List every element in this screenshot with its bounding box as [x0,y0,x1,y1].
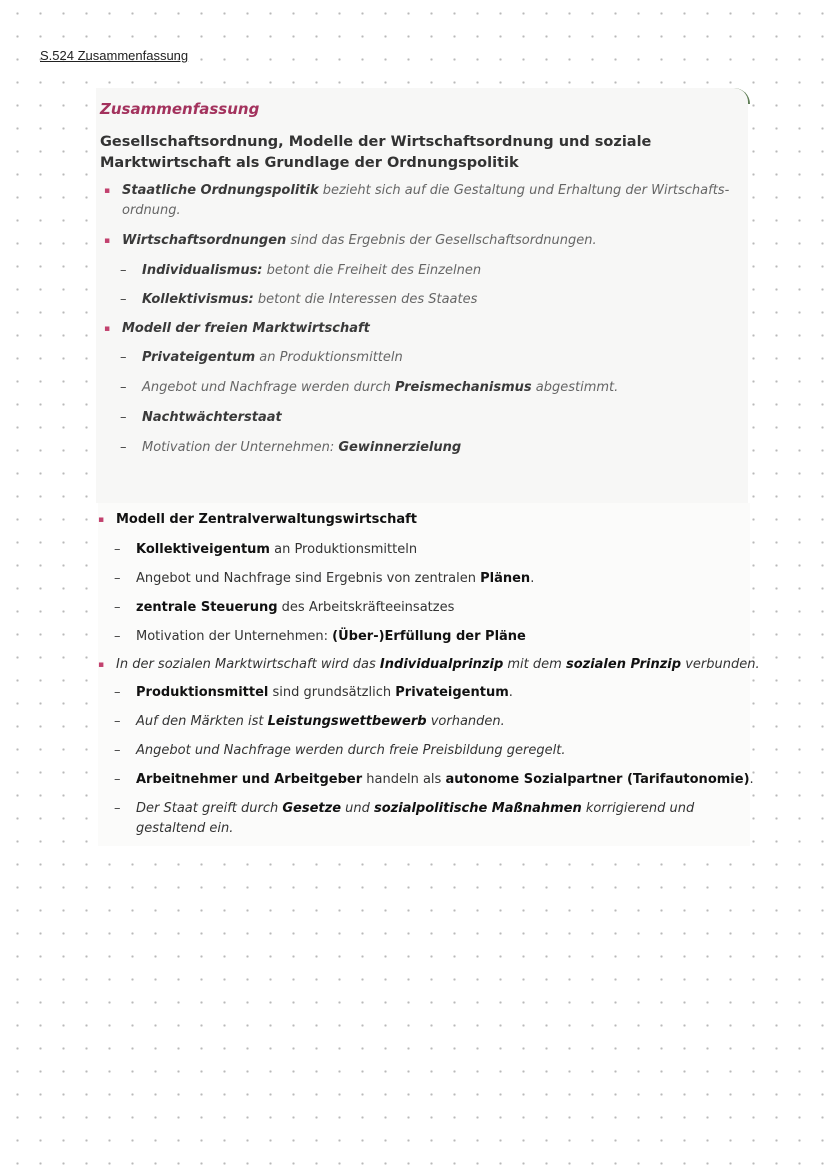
page-title: S.524 Zusammenfassung [40,48,189,63]
emphasis-text: Kollektiveigentum [136,542,270,557]
summary-title: Zusammenfassung [100,100,260,118]
dash-icon: – [114,714,121,729]
sub-item [120,378,619,398]
text-segment: Angebot und Nachfrage werden durch freie Preisbildung geregelt. [136,743,566,758]
sub-item [114,598,455,618]
text-segment: . [530,571,535,586]
sub-item [120,261,482,281]
dash-icon: – [114,542,121,557]
text-segment: bezieht sich auf die Gestaltung und Erhaltung der Wirtschafts-ordnung. [122,183,730,218]
sub-item [114,741,566,761]
emphasis-text: Individualismus: [142,263,263,278]
summary-scan-bottom [98,503,760,846]
emphasis-text: Privateigentum [142,350,256,365]
sub-item [120,438,462,458]
text-segment: Motivation der Unternehmen: [142,440,339,455]
text-segment: verbunden. [681,657,760,672]
emphasis-text: Privateigentum [395,685,509,700]
emphasis-text: Individualprinzip [379,657,504,672]
sub-item [114,799,748,839]
text-segment: betont die Interessen des Staates [253,292,478,307]
dash-icon: – [114,772,121,787]
bullet-icon: ▪ [98,660,105,670]
bullet-item [104,319,370,339]
heading-line: Gesellschaftsordnung, Modelle der Wirtschaftsordnung und soziale [100,134,652,150]
emphasis-text: Preismechanismus [394,380,532,395]
text-segment: mit dem [503,657,566,672]
text-segment: In der sozialen Marktwirtschaft wird das [116,657,380,672]
sub-item [114,770,754,790]
emphasis-text: (Über-)Erfüllung der Pläne [332,629,526,644]
text-segment: und [341,801,375,816]
emphasis-text: autonome Sozialpartner (Tarifautonomie) [445,772,750,787]
dash-icon: – [114,629,121,644]
sub-item [114,569,535,589]
text-segment: an Produktionsmitteln [255,350,403,365]
text-segment: . [508,685,513,700]
text-segment: . [749,772,754,787]
text-segment: an Produktionsmitteln [269,542,418,557]
bullet-icon: ▪ [98,515,105,525]
bullet-item [98,510,417,530]
emphasis-text: Plänen [480,571,531,586]
emphasis-text: zentrale Steuerung [136,600,278,615]
text-segment: sind das Ergebnis der Gesellschaftsordnungen. [286,233,597,248]
emphasis-text: Gewinnerzielung [338,440,462,455]
emphasis-text: Modell der Zentralverwaltungswirtschaft [116,512,417,527]
emphasis-text: Gesetze [282,801,342,816]
text-segment: Der Staat greift durch [136,801,283,816]
text-segment: handeln als [362,772,446,787]
summary-scan-top [96,88,748,503]
summary-heading [100,132,700,174]
dash-icon: – [114,743,121,758]
text-segment: Motivation der Unternehmen: [136,629,333,644]
dash-icon: – [120,292,127,307]
emphasis-text: Kollektivismus: [142,292,254,307]
emphasis-text: sozialpolitische Maßnahmen [374,801,582,816]
emphasis-text: Leistungswettbewerb [267,714,427,729]
bullet-icon: ▪ [104,236,111,246]
dash-icon: – [114,801,121,816]
sub-item [114,627,526,647]
text-segment: Angebot und Nachfrage sind Ergebnis von zentralen [136,571,481,586]
dash-icon: – [120,380,127,395]
text-segment: sind grundsätzlich [268,685,396,700]
dash-icon: – [120,410,127,425]
text-segment: des Arbeitskräfteeinsatzes [277,600,455,615]
dash-icon: – [114,685,121,700]
bullet-item [104,181,734,221]
sub-item [114,712,505,732]
heading-line: Marktwirtschaft als Grundlage der Ordnungspolitik [100,155,519,171]
bullet-icon: ▪ [104,186,111,196]
sub-item [120,348,403,368]
emphasis-text: Arbeitnehmer und Arbeitgeber [136,772,363,787]
sub-item [114,540,418,560]
dash-icon: – [120,350,127,365]
sub-item [120,408,282,428]
emphasis-text: Produktionsmittel [136,685,269,700]
dash-icon: – [120,440,127,455]
text-segment: Angebot und Nachfrage werden durch [142,380,395,395]
emphasis-text: Staatliche Ordnungspolitik [122,183,319,198]
text-segment: abgestimmt. [531,380,619,395]
dash-icon: – [120,263,127,278]
emphasis-text: Nachtwächterstaat [142,410,282,425]
dash-icon: – [114,600,121,615]
emphasis-text: sozialen Prinzip [565,657,682,672]
text-segment: betont die Freiheit des Einzelnen [262,263,482,278]
dash-icon: – [114,571,121,586]
text-segment: vorhanden. [426,714,505,729]
emphasis-text: Modell der freien Marktwirtschaft [122,321,370,336]
bullet-item [104,231,597,251]
text-segment: Auf den Märkten ist [136,714,268,729]
bullet-item [98,655,760,675]
bullet-icon: ▪ [104,324,111,334]
sub-item [120,290,478,310]
text-segment: korrigierend und gestaltend ein. [136,801,695,836]
emphasis-text: Wirtschaftsordnungen [122,233,287,248]
sub-item [114,683,513,703]
